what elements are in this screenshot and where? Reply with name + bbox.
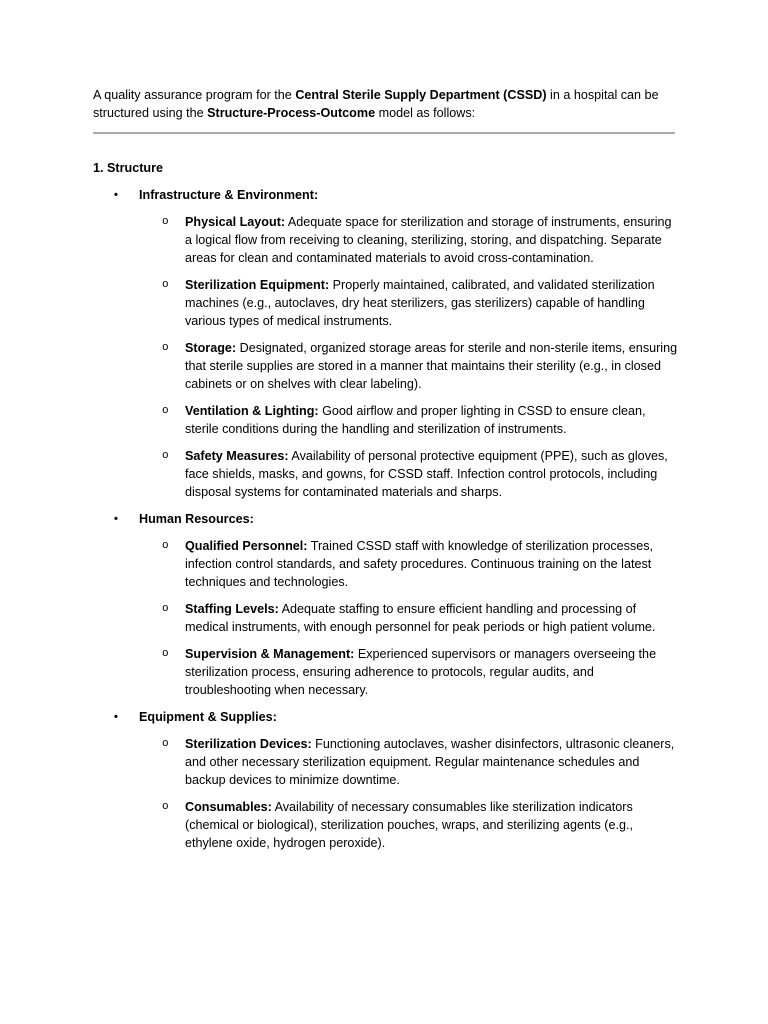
sub-bullet-icon: o <box>162 648 169 660</box>
list-item <box>139 735 678 789</box>
group-title <box>114 186 678 204</box>
list-item <box>139 798 678 852</box>
list-item <box>139 276 678 330</box>
item-label: Staffing Levels: <box>185 602 279 616</box>
item-text: Good airflow and proper lighting in CSSD to ensure clean, sterile conditions during the handling and sterilization of instruments. <box>185 404 646 436</box>
group-title <box>114 708 678 726</box>
item-text: Experienced supervisors or managers overseeing the sterilization process, ensuring adherence to protocols, regular audits, and troubleshooting when necessary. <box>185 647 657 697</box>
item-text: Availability of personal protective equipment (PPE), such as gloves, face shields, masks, and gowns, for CSSD staff. Infection control protocols, including disposal systems for contaminated materials and sharps. <box>185 449 668 499</box>
list-item <box>139 339 678 393</box>
list-item <box>139 447 678 501</box>
group-infrastructure <box>93 186 678 501</box>
sub-bullet-icon: o <box>162 279 169 291</box>
item-label: Qualified Personnel: <box>185 539 308 553</box>
sub-list <box>139 735 678 852</box>
group-title <box>114 510 678 528</box>
item-text: Adequate space for sterilization and storage of instruments, ensuring a logical flow from receiving to cleaning, sterilizing, storing, and dispatching. Separate areas for clean and contaminated materials to avoid cross-contamination. <box>185 215 672 265</box>
sub-list <box>139 213 678 501</box>
intro-paragraph <box>93 86 678 122</box>
group-title-text: Equipment & Supplies: <box>139 710 277 724</box>
intro-model-term: Structure-Process-Outcome <box>207 106 376 120</box>
intro-middle: in a hospital can be structured using the <box>93 88 659 120</box>
list-item <box>139 402 678 438</box>
item-text: Functioning autoclaves, washer disinfectors, ultrasonic cleaners, and other necessary sterilization equipment. Regular maintenance schedules and backup devices to minimize downtime. <box>185 737 675 787</box>
sub-bullet-icon: o <box>162 405 169 417</box>
intro-suffix: model as follows: <box>375 106 476 120</box>
list-item <box>139 645 678 699</box>
section-heading: 1. Structure <box>93 161 163 175</box>
item-text: Adequate staffing to ensure efficient handling and processing of medical instruments, with enough personnel for peak periods or high patient volume. <box>185 602 656 634</box>
sub-bullet-icon: o <box>162 216 169 228</box>
sub-bullet-icon: o <box>162 738 169 750</box>
item-text: Trained CSSD staff with knowledge of sterilization processes, infection control standards, and safety procedures. Continuous training on the latest techniques and technologies. <box>185 539 654 589</box>
sub-list <box>139 537 678 699</box>
item-label: Sterilization Equipment: <box>185 278 330 292</box>
bullet-icon: • <box>114 513 118 525</box>
document-page <box>93 86 678 852</box>
item-label: Ventilation & Lighting: <box>185 404 319 418</box>
bullet-icon: • <box>114 711 118 723</box>
list-item <box>139 600 678 636</box>
sub-bullet-icon: o <box>162 603 169 615</box>
sub-bullet-icon: o <box>162 540 169 552</box>
list-item <box>139 213 678 267</box>
group-title-text: Human Resources: <box>139 512 254 526</box>
bullet-icon: • <box>114 189 118 201</box>
intro-cssd-term: Central Sterile Supply Department (CSSD) <box>295 88 547 102</box>
sub-bullet-icon: o <box>162 801 169 813</box>
item-text: Properly maintained, calibrated, and validated sterilization machines (e.g., autoclaves, dry heat sterilizers, gas sterilizers) capable of handling various types of medical instruments. <box>185 278 655 328</box>
group-human-resources <box>93 510 678 699</box>
item-text: Availability of necessary consumables like sterilization indicators (chemical or biological), sterilization pouches, wraps, and sterilizing agents (e.g., ethylene oxide, hydrogen peroxide). <box>185 800 633 850</box>
sub-bullet-icon: o <box>162 450 169 462</box>
intro-prefix: A quality assurance program for the <box>93 88 296 102</box>
item-label: Safety Measures: <box>185 449 289 463</box>
item-label: Consumables: <box>185 800 272 814</box>
list-item <box>139 537 678 591</box>
item-label: Physical Layout: <box>185 215 286 229</box>
horizontal-divider <box>93 132 675 134</box>
sub-bullet-icon: o <box>162 342 169 354</box>
item-label: Storage: <box>185 341 237 355</box>
item-label: Sterilization Devices: <box>185 737 312 751</box>
item-label: Supervision & Management: <box>185 647 355 661</box>
item-text: Designated, organized storage areas for sterile and non-sterile items, ensuring that sterile supplies are stored in a manner that maintains their sterility (e.g., in closed cabinets or on shelves with clear labeling). <box>185 341 678 391</box>
group-title-text: Infrastructure & Environment: <box>139 188 319 202</box>
group-equipment-supplies <box>93 708 678 852</box>
